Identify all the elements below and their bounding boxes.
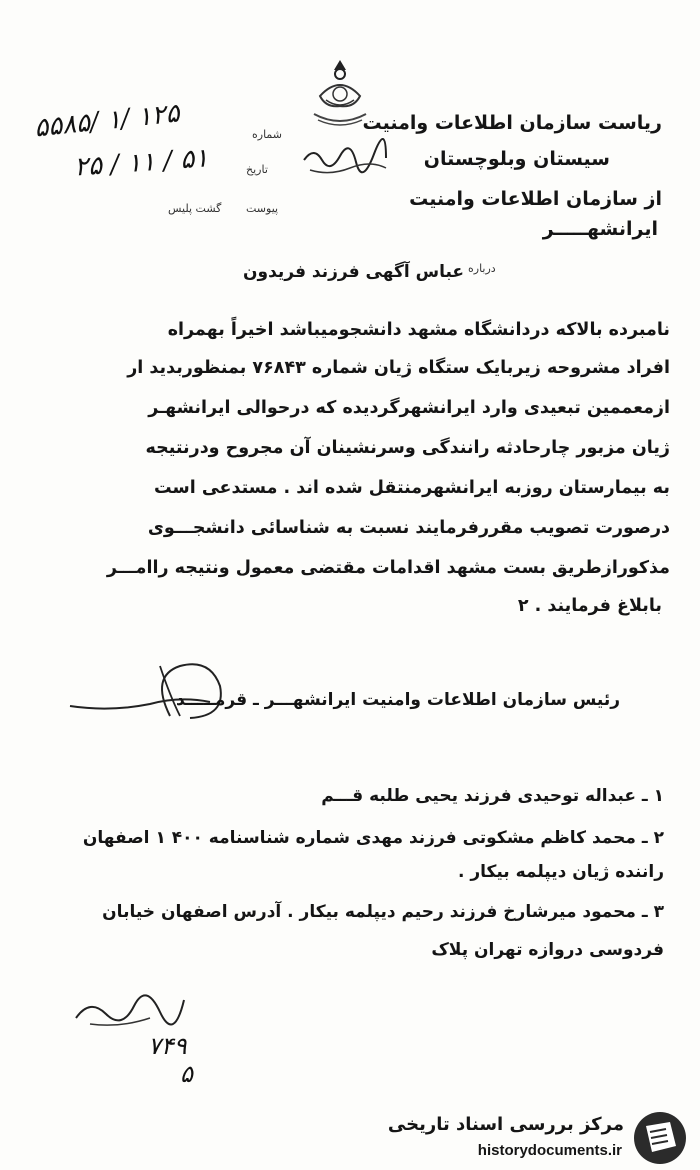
attachment-label: پیوست xyxy=(246,202,279,215)
bottom-signature-icon xyxy=(70,990,190,1030)
list-item-2-cont: راننده ژیان دیپلمه بیکار . xyxy=(457,862,664,882)
list-item-3-cont: فردوسی دروازه تهران پلاک xyxy=(431,940,664,960)
handwritten-date: ۲۵ / ۱۱ / ۵۱ xyxy=(73,143,210,183)
header-line-1: ریاست سازمان اطلاعات وامنیت xyxy=(362,112,662,134)
header-line-4: ایرانشهـــــر xyxy=(542,218,658,240)
footer-logo xyxy=(387,1110,688,1166)
subject-text: عباس آگهی فرزند فریدون xyxy=(243,262,464,282)
footer-title: مرکز بررسی اسناد تاریخی xyxy=(387,1114,624,1135)
body-line-5: به بیمارستان روزبه ایرانشهرمنتقل شده اند . مستدعی است xyxy=(154,478,670,498)
signer-title: رئیس سازمان اطلاعات وامنیت ایرانشهـــر ـ قرمـــــد xyxy=(175,690,620,710)
body-line-2: افراد مشروحه زیربایک ستگاه ژیان شماره ۷۶۸۴۳ بمنظوربدید ار xyxy=(127,358,670,378)
bottom-number: ۷۴۹ xyxy=(148,1032,187,1060)
handwritten-note: گشت پلیس xyxy=(168,202,222,215)
body-line-4: ژیان مزبور چارحادثه رانندگی وسرنشینان آن مجروح ودرنتیجه xyxy=(145,438,670,458)
list-item-3: ۳ ـ محمود میرشارخ فرزند رحیم دیپلمه بیکار . آدرس اصفهان خیابان xyxy=(102,902,664,922)
header-line-3: از سازمان اطلاعات وامنیت xyxy=(409,188,662,210)
body-line-7: مذکورازطریق بست مشهد اقدامات مقتضی معمول ونتیجه راامـــر xyxy=(106,558,670,578)
handwritten-scribble-icon xyxy=(300,130,390,180)
list-item-2: ۲ ـ محمد کاظم مشکوتی فرزند مهدی شماره شناسنامه ۴۰۰ ۱ اصفهان xyxy=(82,828,664,848)
archive-logo-icon xyxy=(632,1110,688,1166)
bottom-number-2: ۵ xyxy=(180,1060,193,1088)
body-line-1: نامبرده بالاکه دردانشگاه مشهد دانشجومیباشد اخیراً بهمراه xyxy=(167,320,670,340)
handwritten-number: ۵۵۸۵/ ۱/ ۱۲۵ xyxy=(32,98,181,144)
subject-label: درباره xyxy=(468,262,496,275)
footer-url: historydocuments.ir xyxy=(477,1142,622,1159)
header-line-2: سیستان وبلوچستان xyxy=(423,148,610,170)
list-item-1: ۱ ـ عبداله توحیدی فرزند یحیی طلبه قـــم xyxy=(321,786,664,806)
body-line-6: درصورت تصویب مقررفرمایند نسبت به شناسائی دانشجـــوی xyxy=(147,518,670,538)
date-label: تاریخ xyxy=(246,163,268,176)
number-label: شماره xyxy=(252,128,283,141)
body-line-3: ازمعممین تبعیدی وارد ایرانشهرگردیده که درحوالی ایرانشهـر xyxy=(148,398,670,418)
body-line-8: بابلاغ فرمایند . ۲ xyxy=(517,596,662,616)
